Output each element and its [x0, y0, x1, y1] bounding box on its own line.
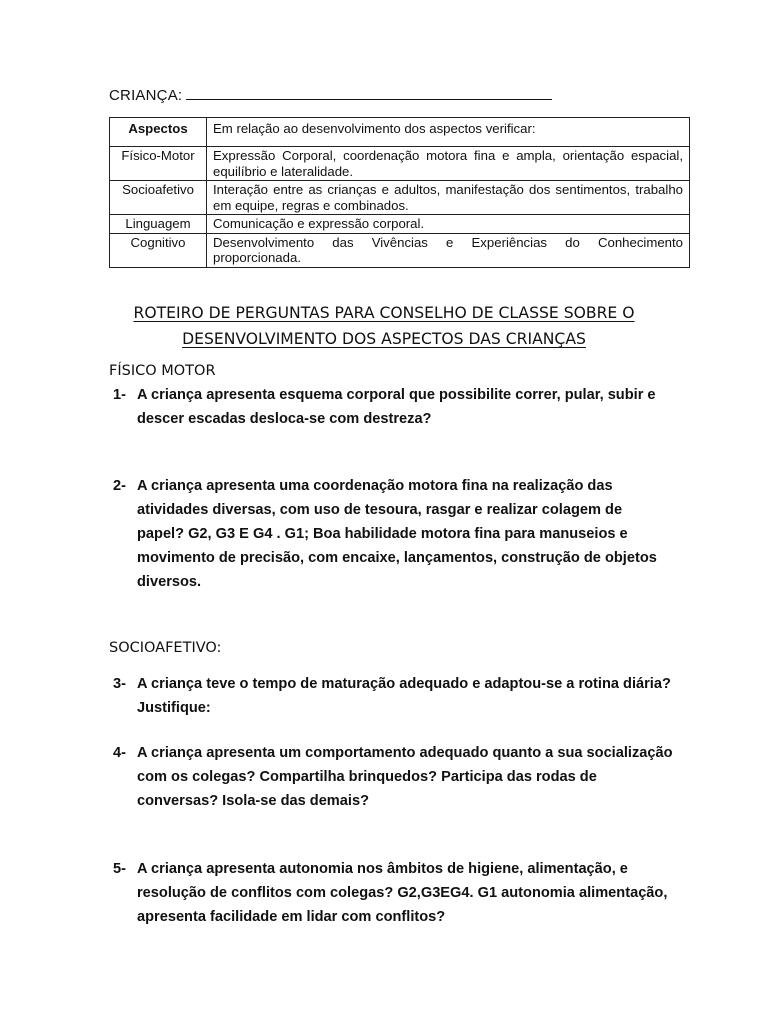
description-header-cell: Em relação ao desenvolvimento dos aspectos verificar:: [207, 118, 690, 147]
question-item: [113, 474, 673, 594]
question-item: [113, 672, 673, 720]
aspects-table-header: [110, 118, 690, 147]
aspect-cell: Linguagem: [110, 215, 207, 234]
crianca-label: CRIANÇA:: [109, 87, 183, 104]
question-text: A criança teve o tempo de maturação adequado e adaptou-se a rotina diária? Justifique:: [137, 676, 671, 716]
question-number: 3-: [113, 676, 126, 692]
section-heading-fisico-motor: FÍSICO MOTOR: [109, 363, 216, 379]
title-line-2: DESENVOLVIMENTO DOS ASPECTOS DAS CRIANÇAS: [182, 330, 586, 348]
question-text: A criança apresenta autonomia nos âmbitos de higiene, alimentação, e resolução de conflitos com colegas? G2,G3EG4. G1 autonomia alimentação, apresenta facilidade em lidar com conflitos?: [137, 861, 668, 925]
question-number: 4-: [113, 745, 126, 761]
question-text: A criança apresenta uma coordenação motora fina na realização das atividades diversas, com uso de tesoura, rasgar e realizar colagem de papel? G2, G3 E G4 . G1; Boa habilidade motora fina para manuseios e movimento de precisão, com encaixe, lançamentos, construção de objetos diversos.: [137, 478, 657, 590]
aspect-cell: Socioafetivo: [110, 181, 207, 215]
description-cell: Desenvolvimento das Vivências e Experiências do Conhecimento proporcionada.: [207, 233, 690, 267]
question-text: A criança apresenta um comportamento adequado quanto a sua socialização com os colegas? Compartilha brinquedos? Participa das rodas de conversas? Isola-se das demais?: [137, 745, 673, 809]
table-row: [110, 181, 690, 215]
aspects-table: [109, 117, 690, 268]
question-number: 1-: [113, 387, 126, 403]
question-number: 5-: [113, 861, 126, 877]
question-number: 2-: [113, 478, 126, 494]
crianca-blank-line: [186, 86, 552, 100]
table-row: [110, 147, 690, 181]
crianca-field: [109, 86, 552, 104]
aspect-cell: Físico-Motor: [110, 147, 207, 181]
aspect-cell: Cognitivo: [110, 233, 207, 267]
description-cell: Interação entre as crianças e adultos, manifestação dos sentimentos, trabalho em equipe, regras e combinados.: [207, 181, 690, 215]
question-item: [113, 857, 673, 929]
description-cell: Expressão Corporal, coordenação motora fina e ampla, orientação espacial, equilíbrio e lateralidade.: [207, 147, 690, 181]
aspects-header-cell: Aspectos: [110, 118, 207, 147]
question-item: [113, 383, 673, 431]
table-row: [110, 215, 690, 234]
document-title: [100, 300, 668, 352]
question-item: [113, 741, 673, 813]
section-heading-socioafetivo: SOCIOAFETIVO:: [109, 640, 222, 656]
title-line-1: ROTEIRO DE PERGUNTAS PARA CONSELHO DE CLASSE SOBRE O: [133, 304, 635, 322]
question-text: A criança apresenta esquema corporal que possibilite correr, pular, subir e descer escadas desloca-se com destreza?: [137, 387, 656, 427]
table-row: [110, 233, 690, 267]
description-cell: Comunicação e expressão corporal.: [207, 215, 690, 234]
